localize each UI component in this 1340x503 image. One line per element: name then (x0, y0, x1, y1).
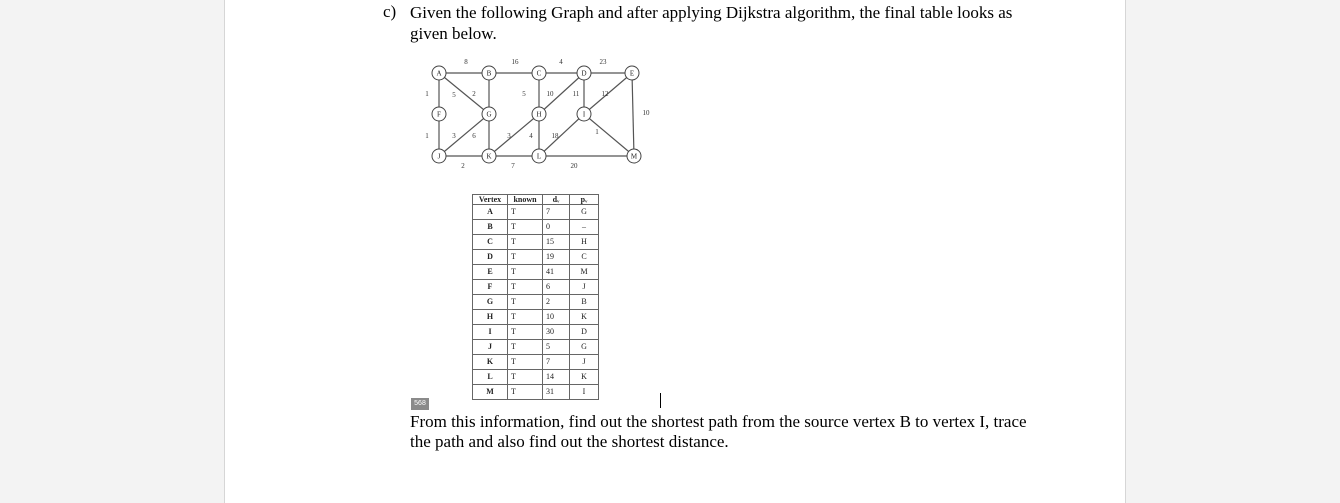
graph-node (432, 66, 446, 80)
table-row (473, 235, 599, 250)
node-label: F (437, 110, 441, 119)
distance-cell: 5 (543, 340, 570, 355)
graph-edge (539, 114, 584, 156)
graph-node (482, 107, 496, 121)
node-label: M (630, 152, 638, 161)
edge-weight-label: 23 (599, 58, 607, 66)
vertex-cell: L (473, 370, 508, 385)
edge-weight-label: 2 (472, 90, 476, 98)
known-cell: T (508, 235, 543, 250)
edge-weight-label: 5 (522, 90, 526, 98)
distance-cell: 14 (543, 370, 570, 385)
node-label: L (536, 152, 542, 161)
vertex-cell: J (473, 340, 508, 355)
node-label: D (581, 69, 587, 78)
known-cell: T (508, 250, 543, 265)
vertex-cell: A (473, 205, 508, 220)
table-row (473, 355, 599, 370)
graph-node (627, 149, 641, 163)
header-known: known (508, 195, 543, 205)
graph-node (532, 107, 546, 121)
table-row (473, 265, 599, 280)
path-cell: H (570, 235, 599, 250)
graph-figure (422, 55, 672, 175)
edge-weight-label: 3 (507, 132, 511, 140)
edge-weight-label: 12 (601, 90, 609, 98)
table-row (473, 325, 599, 340)
distance-cell: 30 (543, 325, 570, 340)
graph-node (482, 66, 496, 80)
known-cell: T (508, 310, 543, 325)
node-label: B (486, 69, 492, 78)
vertex-cell: D (473, 250, 508, 265)
table-header-row (473, 195, 599, 205)
node-label: C (536, 69, 542, 78)
path-cell: G (570, 205, 599, 220)
table-row (473, 385, 599, 400)
edge-weight-label: 1 (425, 90, 429, 98)
path-cell: – (570, 220, 599, 235)
graph-node (577, 66, 591, 80)
node-label: E (629, 69, 635, 78)
distance-cell: 7 (543, 355, 570, 370)
edge-weight-label: 6 (472, 132, 476, 140)
edge-weight-label: 10 (642, 109, 650, 117)
known-cell: T (508, 265, 543, 280)
dijkstra-table (472, 194, 599, 400)
distance-cell: 31 (543, 385, 570, 400)
distance-cell: 0 (543, 220, 570, 235)
distance-cell: 7 (543, 205, 570, 220)
edge-weight-label: 10 (546, 90, 554, 98)
path-cell: D (570, 325, 599, 340)
path-cell: I (570, 385, 599, 400)
table-row (473, 310, 599, 325)
question-intro: Given the following Graph and after applying Dijkstra algorithm, the final table looks as given below. (410, 3, 1013, 43)
known-cell: T (508, 340, 543, 355)
path-cell: K (570, 370, 599, 385)
question-label: c) (383, 2, 397, 21)
table-row (473, 295, 599, 310)
edge-weight-label: 1 (425, 132, 429, 140)
node-label: A (436, 69, 442, 78)
distance-cell: 15 (543, 235, 570, 250)
known-cell: T (508, 295, 543, 310)
text-cursor (660, 393, 661, 408)
edge-weight-label: 4 (529, 132, 533, 140)
graph-node (432, 149, 446, 163)
known-cell: T (508, 220, 543, 235)
path-cell: M (570, 265, 599, 280)
distance-cell: 19 (543, 250, 570, 265)
header-vertex: Vertex (473, 195, 508, 205)
edge-weight-label: 8 (464, 58, 468, 66)
known-cell: T (508, 325, 543, 340)
path-cell: G (570, 340, 599, 355)
path-cell: C (570, 250, 599, 265)
graph-edge (439, 114, 489, 156)
node-label: K (486, 152, 492, 161)
header-distance: dᵥ (543, 195, 570, 205)
table-row (473, 220, 599, 235)
header-path: pᵥ (570, 195, 599, 205)
known-cell: T (508, 205, 543, 220)
graph-edge (632, 73, 634, 156)
distance-cell: 10 (543, 310, 570, 325)
graph-node (532, 66, 546, 80)
graph-node (532, 149, 546, 163)
table-row (473, 370, 599, 385)
edge-weight-label: 16 (511, 58, 519, 66)
document-page (224, 0, 1126, 503)
node-label: H (536, 110, 542, 119)
known-cell: T (508, 280, 543, 295)
graph-node (625, 66, 639, 80)
path-cell: B (570, 295, 599, 310)
table-row (473, 250, 599, 265)
edge-weight-label: 2 (461, 162, 465, 170)
table-row (473, 205, 599, 220)
graph-edge (439, 73, 489, 114)
distance-cell: 2 (543, 295, 570, 310)
node-label: G (486, 110, 492, 119)
vertex-cell: H (473, 310, 508, 325)
known-cell: T (508, 370, 543, 385)
edge-weight-label: 3 (452, 132, 456, 140)
edge-weight-label: 5 (452, 91, 456, 99)
path-cell: K (570, 310, 599, 325)
edge-weight-label: 7 (511, 162, 515, 170)
page-number-badge: 568 (411, 398, 429, 410)
edge-weight-label: 4 (559, 58, 563, 66)
vertex-cell: M (473, 385, 508, 400)
vertex-cell: E (473, 265, 508, 280)
node-label: J (437, 152, 441, 161)
table-row (473, 340, 599, 355)
vertex-cell: G (473, 295, 508, 310)
edge-weight-label: 20 (570, 162, 578, 170)
edge-weight-label: 11 (572, 90, 580, 98)
distance-cell: 6 (543, 280, 570, 295)
question-ask: From this information, find out the shortest path from the source vertex B to vertex I, trace the path and also find out the shortest distance. (410, 412, 1027, 451)
vertex-cell: K (473, 355, 508, 370)
vertex-cell: I (473, 325, 508, 340)
graph-edge (584, 114, 634, 156)
path-cell: J (570, 280, 599, 295)
edge-weight-label: 18 (551, 132, 559, 140)
vertex-cell: B (473, 220, 508, 235)
edge-weight-label: 1 (595, 128, 599, 136)
graph-node (482, 149, 496, 163)
graph-node (432, 107, 446, 121)
node-label: I (582, 110, 586, 119)
path-cell: J (570, 355, 599, 370)
known-cell: T (508, 385, 543, 400)
table-row (473, 280, 599, 295)
distance-cell: 41 (543, 265, 570, 280)
graph-node (577, 107, 591, 121)
known-cell: T (508, 355, 543, 370)
vertex-cell: C (473, 235, 508, 250)
vertex-cell: F (473, 280, 508, 295)
